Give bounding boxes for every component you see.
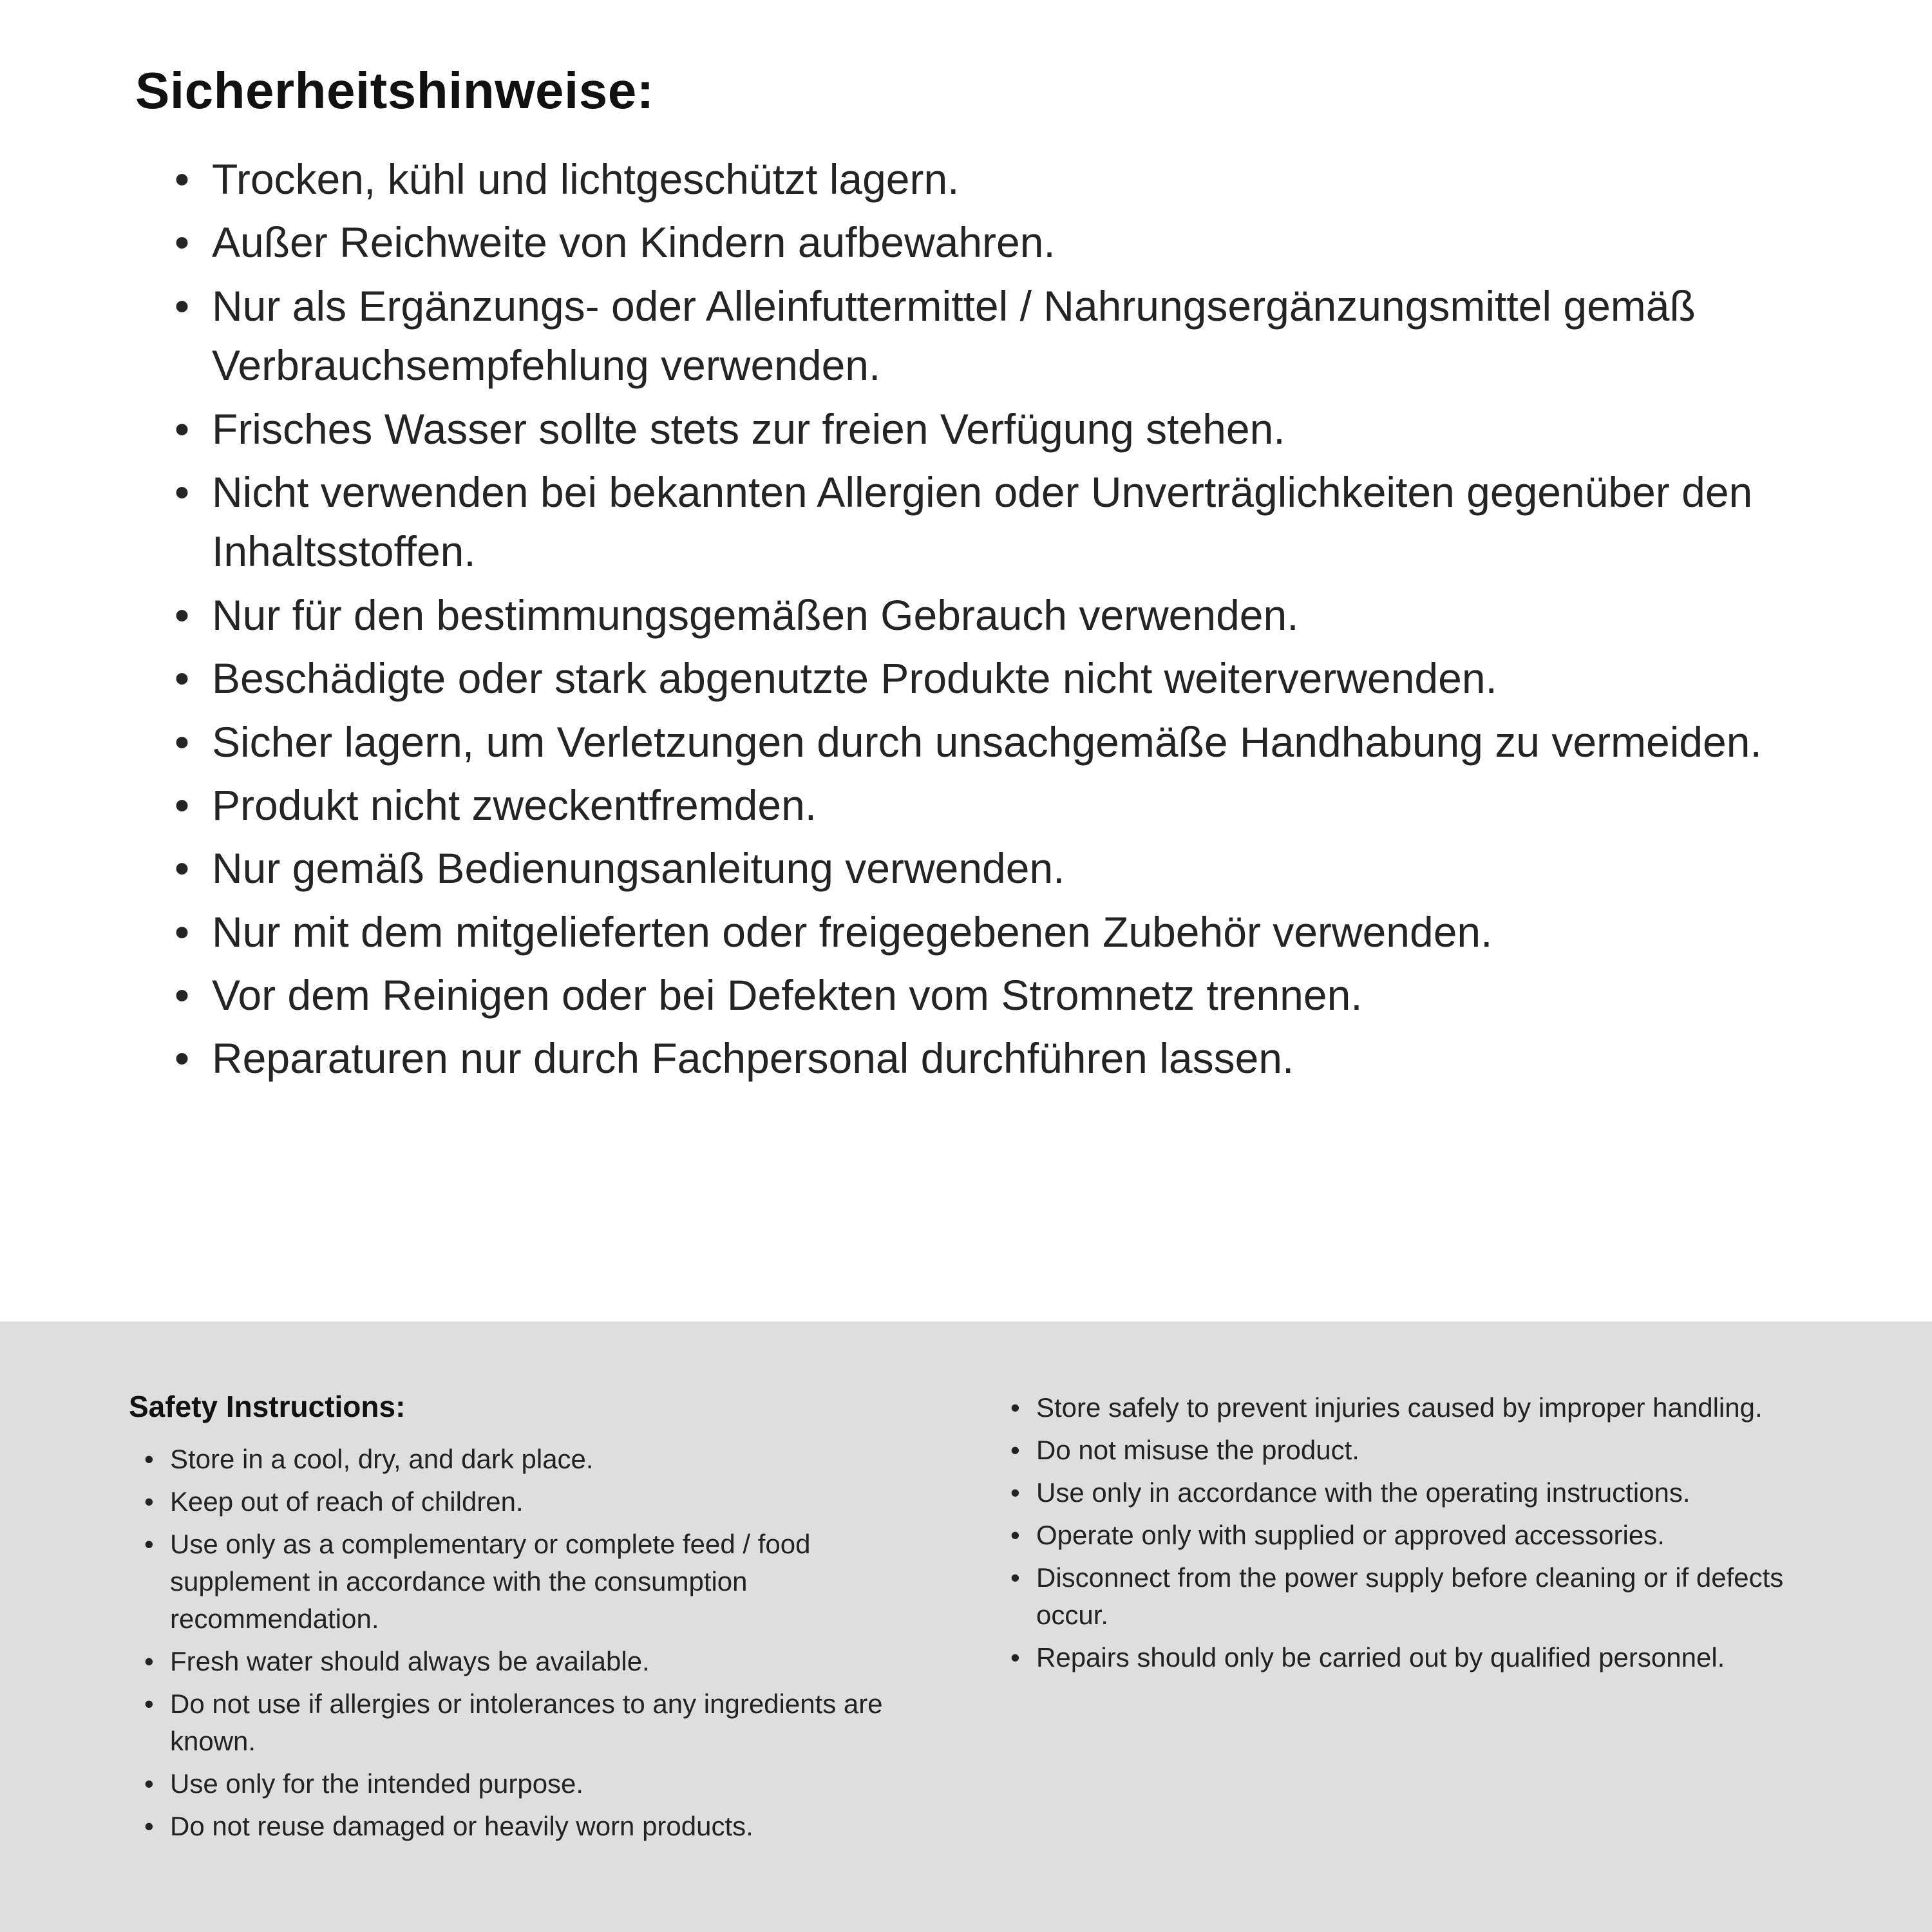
english-instructions-list-left — [129, 1441, 931, 1845]
list-item: • Nur mit dem mitgelieferten oder freigegebenen Zubehör verwenden. — [171, 902, 1816, 961]
list-item: • Disconnect from the power supply before cleaning or if defects occur. — [1008, 1559, 1810, 1634]
list-item: • Beschädigte oder stark abgenutzte Produkte nicht weiterverwenden. — [171, 649, 1816, 708]
english-section — [0, 1321, 1932, 1932]
list-item: • Produkt nicht zweckentfremden. — [171, 775, 1816, 835]
list-item: • Nur für den bestimmungsgemäßen Gebrauch verwenden. — [171, 585, 1816, 645]
list-item: • Keep out of reach of children. — [142, 1483, 931, 1520]
list-item: • Store in a cool, dry, and dark place. — [142, 1441, 931, 1478]
list-item: • Do not use if allergies or intolerances to any ingredients are known. — [142, 1685, 931, 1760]
list-item: • Sicher lagern, um Verletzungen durch unsachgemäße Handhabung zu vermeiden. — [171, 712, 1816, 772]
list-item: • Frisches Wasser sollte stets zur freien Verfügung stehen. — [171, 399, 1816, 459]
list-item: • Store safely to prevent injuries caused by improper handling. — [1008, 1389, 1810, 1426]
list-item: • Fresh water should always be available. — [142, 1643, 931, 1680]
list-item: • Reparaturen nur durch Fachpersonal durchführen lassen. — [171, 1028, 1816, 1088]
english-section-title: Safety Instructions: — [129, 1390, 406, 1423]
list-item: • Use only in accordance with the operating instructions. — [1008, 1474, 1810, 1511]
german-section-title: Sicherheitshinweise: — [135, 62, 654, 119]
list-item: • Repairs should only be carried out by qualified personnel. — [1008, 1639, 1810, 1676]
list-item: • Nur gemäß Bedienungsanleitung verwenden. — [171, 838, 1816, 898]
list-item: • Operate only with supplied or approved accessories. — [1008, 1517, 1810, 1554]
german-instructions-list — [135, 149, 1816, 1088]
list-item: • Use only for the intended purpose. — [142, 1765, 931, 1803]
list-item: • Vor dem Reinigen oder bei Defekten vom Stromnetz trennen. — [171, 965, 1816, 1025]
english-instructions-list-right — [1008, 1389, 1810, 1676]
list-item: • Nur als Ergänzungs- oder Alleinfuttermittel / Nahrungsergänzungsmittel gemäß Verbrauchsempfehlung verwenden. — [171, 276, 1816, 395]
list-item: • Trocken, kühl und lichtgeschützt lagern. — [171, 149, 1816, 209]
list-item: • Do not misuse the product. — [1008, 1432, 1810, 1469]
list-item: • Use only as a complementary or complete feed / food supplement in accordance with the consumption recommendation. — [142, 1526, 931, 1638]
list-item: • Nicht verwenden bei bekannten Allergien oder Unverträglichkeiten gegenüber den Inhaltsstoffen. — [171, 462, 1816, 582]
list-item: • Do not reuse damaged or heavily worn products. — [142, 1808, 931, 1845]
english-left-column — [129, 1389, 931, 1893]
english-right-column — [1008, 1389, 1810, 1893]
list-item: • Außer Reichweite von Kindern aufbewahren. — [171, 213, 1816, 272]
